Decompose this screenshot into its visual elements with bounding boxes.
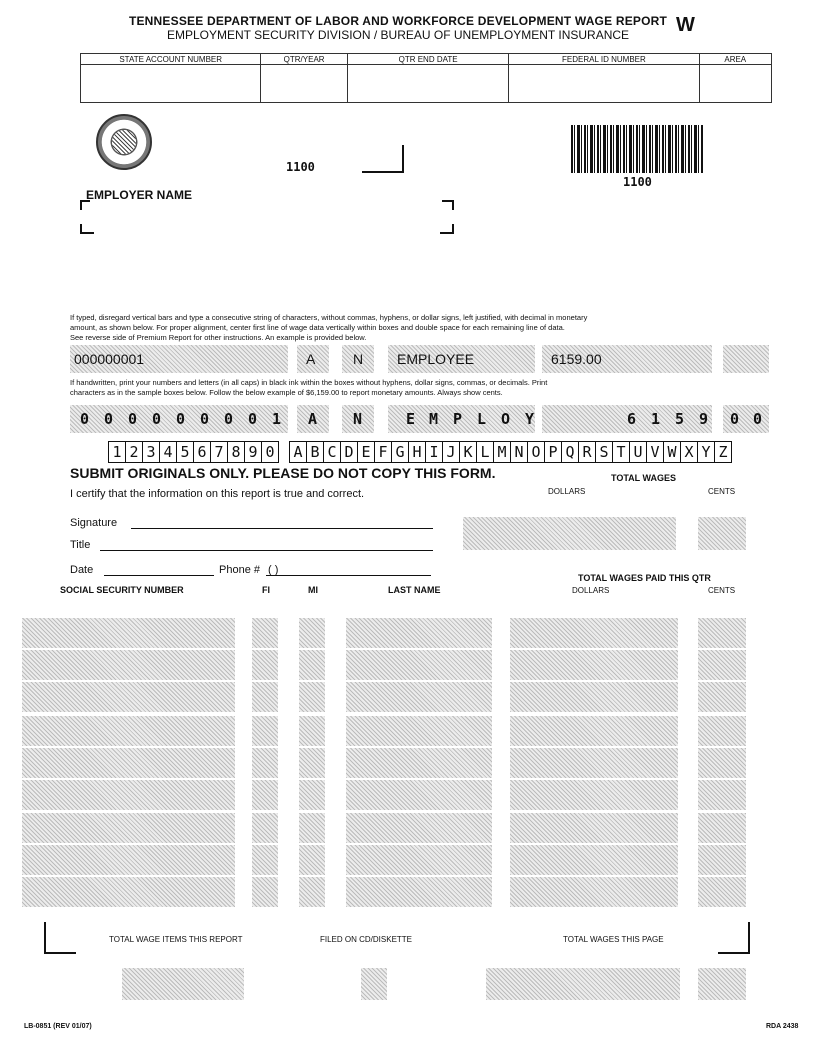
signature-line[interactable] <box>131 527 433 529</box>
sample-letter: E <box>358 442 375 462</box>
form-number: LB-0851 (REV 01/07) <box>24 1023 92 1030</box>
handwritten-instructions <box>70 378 760 398</box>
wages-cents-field[interactable] <box>698 780 746 810</box>
typed-mi: N <box>353 351 364 367</box>
qtr-end-date-field[interactable] <box>347 65 508 103</box>
sample-letter: Z <box>718 443 728 461</box>
phone-label: Phone # <box>219 564 260 576</box>
col-qtr-end-date: QTR END DATE <box>347 54 508 65</box>
last-name-field[interactable] <box>346 877 492 907</box>
wages-cents-field[interactable] <box>698 813 746 843</box>
wages-cents-field[interactable] <box>698 716 746 746</box>
wages-dollars-field[interactable] <box>510 748 678 778</box>
area-field[interactable] <box>699 65 771 103</box>
form-letter: W <box>676 14 695 36</box>
handwritten-example-row <box>70 405 770 435</box>
last-name-field[interactable] <box>346 650 492 680</box>
hw-ssn-digit: 1 <box>272 410 282 428</box>
qtr-year-field[interactable] <box>261 65 347 103</box>
sample-letter: O <box>528 442 545 462</box>
total-page-cents-field[interactable] <box>698 968 746 1000</box>
fi-field[interactable] <box>252 682 278 712</box>
sample-digit: 4 <box>160 442 177 462</box>
title-label: Title <box>70 539 91 551</box>
sample-letter: V <box>647 442 664 462</box>
sample-letter: A <box>290 442 307 462</box>
hw-cents-digit: 0 <box>730 410 740 428</box>
sample-letter: J <box>443 442 460 462</box>
last-name-field[interactable] <box>346 618 492 648</box>
wages-dollars-field[interactable] <box>510 618 678 648</box>
registration-corner-mark <box>362 145 404 173</box>
corner-mark <box>80 224 94 234</box>
col-federal-id: FEDERAL ID NUMBER <box>509 54 699 65</box>
fi-field[interactable] <box>252 845 278 875</box>
col-qtr-year: QTR/YEAR <box>261 54 347 65</box>
hw-ssn-digit: 0 <box>80 410 90 428</box>
wages-cents-field[interactable] <box>698 877 746 907</box>
ssn-field[interactable] <box>22 650 235 680</box>
seal-center <box>112 130 136 154</box>
wages-dollars-field[interactable] <box>510 813 678 843</box>
rda-number: RDA 2438 <box>766 1023 799 1030</box>
fi-field[interactable] <box>252 813 278 843</box>
last-name-field[interactable] <box>346 716 492 746</box>
fi-field[interactable] <box>252 748 278 778</box>
sample-letter: Q <box>562 442 579 462</box>
ssn-field[interactable] <box>22 716 235 746</box>
last-name-field[interactable] <box>346 813 492 843</box>
wages-cents-field[interactable] <box>698 682 746 712</box>
sample-digit: 9 <box>245 442 262 462</box>
sample-letter: C <box>324 442 341 462</box>
ssn-field[interactable] <box>22 813 235 843</box>
last-name-field[interactable] <box>346 682 492 712</box>
wages-cents-field[interactable] <box>698 618 746 648</box>
sample-letter: X <box>681 442 698 462</box>
hw-ssn-digit: 0 <box>152 410 162 428</box>
sample-letter: B <box>307 442 324 462</box>
ssn-field[interactable] <box>22 845 235 875</box>
hw-ssn-digit: 0 <box>200 410 210 428</box>
sample-letter: U <box>630 442 647 462</box>
date-line[interactable] <box>104 574 214 576</box>
total-wages-label: TOTAL WAGES <box>611 473 677 483</box>
hw-fi: A <box>308 410 318 428</box>
hw-ssn-digit: 0 <box>224 410 234 428</box>
wages-dollars-field[interactable] <box>510 877 678 907</box>
instruction-line: characters as in the sample boxes below. Follow the below example of $6,159.00 to report monetary amounts. Always show cents. <box>70 388 503 397</box>
ssn-field[interactable] <box>22 780 235 810</box>
hw-mi: N <box>353 410 363 428</box>
hw-dollar-digit: 6 <box>627 410 637 428</box>
total-wages-dollars-field[interactable] <box>463 517 676 550</box>
mi-field[interactable] <box>299 650 325 680</box>
sample-digit: 7 <box>211 442 228 462</box>
sample-letter: N <box>511 442 528 462</box>
sample-letter: F <box>375 442 392 462</box>
instruction-line: If typed, disregard vertical bars and type a consecutive string of characters, without commas, hyphens, or dollar signs, left justified, with decimal in monetary <box>70 313 588 322</box>
hw-last-name-char: E <box>406 410 416 428</box>
fi-header: FI <box>262 585 270 595</box>
state-account-field[interactable] <box>81 65 261 103</box>
barcode-code: 1100 <box>623 175 652 189</box>
sample-letter: G <box>392 442 409 462</box>
typed-fi: A <box>306 351 316 367</box>
hw-ssn-digit: 0 <box>104 410 114 428</box>
wages-cents-field[interactable] <box>698 748 746 778</box>
sample-letter: L <box>477 442 494 462</box>
mi-field[interactable] <box>299 748 325 778</box>
sample-letter: T <box>613 442 630 462</box>
certify-statement: I certify that the information on this report is true and correct. <box>70 488 365 500</box>
hw-dollar-digit: 1 <box>651 410 661 428</box>
sample-digit: 8 <box>228 442 245 462</box>
corner-mark <box>442 200 454 210</box>
wages-dollars-field[interactable] <box>510 780 678 810</box>
sample-letter: W <box>664 442 681 462</box>
wages-dollars-field[interactable] <box>510 682 678 712</box>
wages-dollars-field[interactable] <box>510 845 678 875</box>
total-wages-cents-label: CENTS <box>708 487 736 496</box>
corner-mark <box>440 224 454 234</box>
total-wages-cents-field[interactable] <box>698 517 746 550</box>
form-code: 1100 <box>286 160 315 174</box>
sample-letter: S <box>596 442 613 462</box>
sample-digits <box>108 441 279 463</box>
registration-corner-mark <box>44 922 76 954</box>
registration-corner-mark <box>718 922 750 954</box>
hw-dollar-digit: 9 <box>699 410 709 428</box>
employer-name-area[interactable] <box>80 192 454 234</box>
mi-field[interactable] <box>299 618 325 648</box>
ssn-field[interactable] <box>22 877 235 907</box>
fi-field[interactable] <box>252 716 278 746</box>
wages-cents-field[interactable] <box>698 845 746 875</box>
col-area: AREA <box>699 54 771 65</box>
phone-line[interactable] <box>266 574 431 576</box>
sample-characters <box>108 441 732 463</box>
sample-digit: 0 <box>265 443 275 461</box>
fi-field[interactable] <box>252 877 278 907</box>
last-name-field[interactable] <box>346 845 492 875</box>
submit-notice: SUBMIT ORIGINALS ONLY. PLEASE DO NOT COPY THIS FORM. <box>70 465 496 481</box>
sample-letter: H <box>409 442 426 462</box>
total-wages-dollars-label: DOLLARS <box>548 487 586 496</box>
hw-ssn-digit: 0 <box>176 410 186 428</box>
mi-field[interactable] <box>299 877 325 907</box>
account-info-table <box>80 53 772 103</box>
instruction-line: See reverse side of Premium Report for other instructions. An example is provided below. <box>70 333 367 342</box>
total-items-label: TOTAL WAGE ITEMS THIS REPORT <box>109 935 243 944</box>
cents-boxes <box>723 345 769 373</box>
mi-field[interactable] <box>299 813 325 843</box>
wages-dollars-field[interactable] <box>510 650 678 680</box>
fi-field[interactable] <box>252 618 278 648</box>
hw-last-name-char: L <box>477 410 487 428</box>
mi-field[interactable] <box>299 716 325 746</box>
total-items-field[interactable] <box>122 968 244 1000</box>
qtr-cents-header: CENTS <box>708 586 736 595</box>
signature-label: Signature <box>70 517 118 529</box>
col-state-account: STATE ACCOUNT NUMBER <box>81 54 261 65</box>
typed-ssn: 000000001 <box>74 351 145 367</box>
hw-dollar-digit: 5 <box>675 410 685 428</box>
federal-id-field[interactable] <box>509 65 699 103</box>
total-page-wages-label: TOTAL WAGES THIS PAGE <box>563 935 664 944</box>
filed-on-cd-field[interactable] <box>361 968 387 1000</box>
typed-example-row <box>70 345 770 374</box>
ssn-header: SOCIAL SECURITY NUMBER <box>60 585 184 595</box>
sample-digit: 2 <box>126 442 143 462</box>
typed-wages: 6159.00 <box>551 351 602 367</box>
sample-digit: 5 <box>177 442 194 462</box>
phone-area-code: ( ) <box>268 564 279 576</box>
barcode-icon <box>571 125 703 173</box>
employer-name-label: EMPLOYER NAME <box>86 188 193 202</box>
wages-cents-field[interactable] <box>698 650 746 680</box>
sample-letter: M <box>494 442 511 462</box>
form-subtitle: EMPLOYMENT SECURITY DIVISION / BUREAU OF UNEMPLOYMENT INSURANCE <box>166 28 630 42</box>
total-page-dollars-field[interactable] <box>486 968 680 1000</box>
mi-field[interactable] <box>299 682 325 712</box>
fi-field[interactable] <box>252 780 278 810</box>
mi-field[interactable] <box>299 780 325 810</box>
sample-digit: 3 <box>143 442 160 462</box>
qtr-dollars-header: DOLLARS <box>572 586 610 595</box>
hw-ssn-digit: 0 <box>248 410 258 428</box>
last-name-field[interactable] <box>346 748 492 778</box>
wages-dollars-field[interactable] <box>510 716 678 746</box>
sample-letter: D <box>341 442 358 462</box>
hw-last-name-char: O <box>501 410 511 428</box>
last-name-header: LAST NAME <box>388 585 441 595</box>
instruction-line: If handwritten, print your numbers and letters (in all caps) in black ink within the boxes without hyphens, dollar signs, commas, or decimals. Print <box>70 378 548 387</box>
total-wages-qtr-header: TOTAL WAGES PAID THIS QTR <box>578 573 711 583</box>
instruction-line: amount, as shown below. For proper alignment, center first line of wage data vertically within boxes and double space for each remaining line of data. <box>70 323 565 332</box>
last-name-field[interactable] <box>346 780 492 810</box>
sample-letters <box>289 441 732 463</box>
mi-field[interactable] <box>299 845 325 875</box>
title-line[interactable] <box>100 549 433 551</box>
hw-ssn-digit: 0 <box>128 410 138 428</box>
hw-last-name-char: P <box>453 410 463 428</box>
form-title: TENNESSEE DEPARTMENT OF LABOR AND WORKFORCE DEVELOPMENT WAGE REPORT <box>128 14 668 28</box>
date-label: Date <box>70 564 94 576</box>
fi-field[interactable] <box>252 650 278 680</box>
ssn-field[interactable] <box>22 618 235 648</box>
sample-letter: K <box>460 442 477 462</box>
sample-letter: R <box>579 442 596 462</box>
hw-last-name-char: Y <box>525 410 535 428</box>
sample-letter: P <box>545 442 562 462</box>
filed-on-cd-label: FILED ON CD/DISKETTE <box>320 935 413 944</box>
hw-cents-digit: 0 <box>753 410 763 428</box>
ssn-field[interactable] <box>22 748 235 778</box>
hw-last-name-char: M <box>429 410 439 428</box>
ssn-field[interactable] <box>22 682 235 712</box>
sample-letter: I <box>426 442 443 462</box>
sample-digit: 1 <box>109 442 126 462</box>
sample-letter: Y <box>698 442 715 462</box>
corner-mark <box>80 200 90 210</box>
sample-digit: 6 <box>194 442 211 462</box>
mi-header: MI <box>308 585 318 595</box>
typed-last-name: EMPLOYEE <box>397 351 475 367</box>
typed-instructions <box>70 313 760 343</box>
